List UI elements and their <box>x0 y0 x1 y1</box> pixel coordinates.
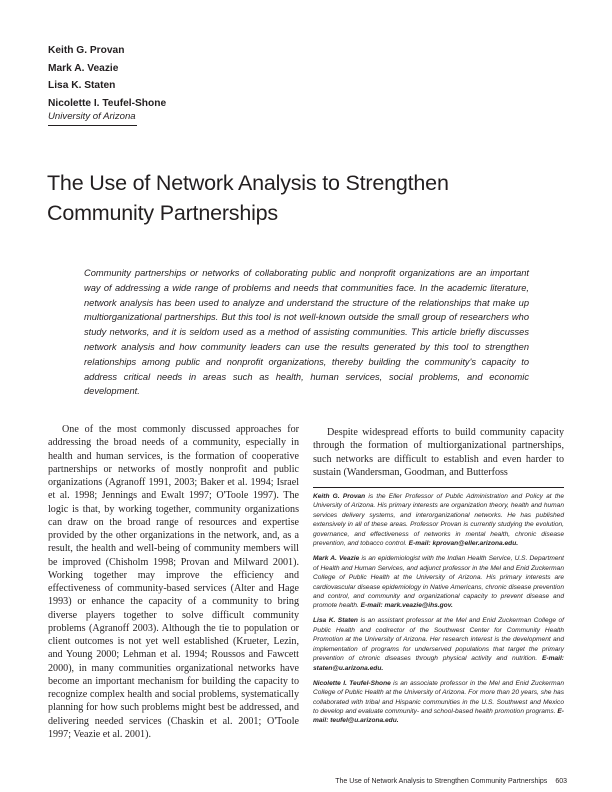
author-name: Nicolette I. Teufel-Shone <box>48 97 167 109</box>
note-text: is an epidemiologist with the Indian Health Service, U.S. Department of Health and Human Services, and adjunct professor in the Mel and Enid Zuckerman College of Public Health at the University of Arizona. His primary interests are cardiovascular disease epidemiology in Native Americans, chronic disease prevention and control, and community and organizational capacity to prevent disease and promote health. <box>313 555 564 610</box>
affiliation-rule <box>48 125 137 126</box>
body-column-right: Despite widespread efforts to build community capacity through the formation of multiorganizational partnerships, such networks are difficult to establish and even harder to sustain (Wandersman, Goodman, and Butterfoss <box>313 427 564 478</box>
note-text: is the Eller Professor of Public Administration and Policy at the University of Arizona. His primary interests are organization theory, health and human services delivery systems, and interorganizational networks. He has published extensively in all of these areas. Professor Provan is currently studying the evolution, governance, and effectiveness of networks in mental health, chronic disease prevention, and tobacco control. <box>313 493 564 548</box>
page-number: 603 <box>555 778 567 785</box>
note-text: is an assistant professor at the Mel and Enid Zuckerman College of Public Health and codirector of the Southwest Center for Community Health Promotion at the University of Arizona. Her research interest is the development and implementation of programs for underserved populations that target the primary prevention of chronic diseases through physical activity and nutrition. <box>313 617 564 663</box>
note-email[interactable]: E-mail: teufel@u.arizona.edu. <box>313 708 564 725</box>
note-text: is an associate professor in the Mel and Enid Zuckerman College of Public Health at the University of Arizona. For more than 20 years, she has collaborated with tribal and Hispanic communities in the U.S. Southwest and Mexico to develop and evaluate community- and school-based health promotion programs. <box>313 679 564 716</box>
note-email[interactable]: E-mail: mark.veazie@ihs.gov. <box>360 602 453 610</box>
abstract: Community partnerships or networks of collaborating public and nonprofit organizations are an important way of addressing a wide range of problems and needs that communities face. In the academic literature, network analysis has been used to analyze and understand the structure of the relationships that make up multiorganizational partnerships. But this tool is not well-known outside the small group of researchers who study networks, and it is seldom used as a method of assisting communities. This article briefly discusses network analysis and how community leaders can use the results generated by this tool to strengthen relationships among public and nonprofit organizations, thereby building the community's capacity to address critical needs in areas such as health, human services, social problems, and economic development. <box>84 268 529 397</box>
author-note <box>313 616 564 673</box>
note-author-name: Keith G. Provan <box>313 493 366 500</box>
footnote-rule <box>313 487 564 488</box>
author-notes <box>313 492 564 731</box>
note-author-name: Nicolette I. Teufel-Shone <box>313 679 391 687</box>
author-note <box>313 679 564 726</box>
running-title: The Use of Network Analysis to Strengthen Community Partnerships <box>335 778 548 785</box>
author-name: Lisa K. Staten <box>48 80 116 91</box>
article-title <box>47 168 487 228</box>
body-column-left: One of the most commonly discussed approaches for addressing the broad needs of a community, especially in health and human services, is the formation of cooperative partnerships or networks of mostly nonprofit and public organizations (Agranoff 1991, 2003; Baker et al. 1994; Israel et al. 1998; Jennings and Ewalt 1997; O'Toole 1997). The logic is that, by working together, community organizations can draw on the broad range of resources and expertise provided by the other organizations in the network, and, as a result, the health and well-being of community members will be improved (Chisholm 1998; Provan and Milward 2001). Working together may improve the efficiency and effectiveness of community-based services (Alter and Hage 1993) or enhance the capacity of a community to bring diverse players together to solve difficult community problems (Agranoff 2003). Although the tie to population or client outcomes is not yet well established (Krueter, Lezin, and Young 2000; Lehman et al. 1994; Roussos and Fawcett 2000), in many communities organizational networks have become an important mechanism for building the capacity to recognize complex health and social problems, systematically planning for how such problems might best be addressed, and delivering needed services (Chaskin et al. 2001; O'Toole 1997; Veazie et al. 2001). <box>48 424 299 740</box>
author-note <box>313 554 564 611</box>
author-list <box>48 42 166 112</box>
note-author-name: Mark A. Veazie <box>313 555 360 563</box>
affiliation: University of Arizona <box>48 111 136 122</box>
author-note <box>313 492 564 549</box>
title-line: Community Partnerships <box>47 201 278 225</box>
author-name: Mark A. Veazie <box>48 62 119 74</box>
author-name: Keith G. Provan <box>48 45 125 56</box>
note-email[interactable]: E-mail: staten@u.arizona.edu. <box>313 655 564 672</box>
note-author-name: Lisa K. Staten <box>313 617 358 625</box>
page-footer <box>322 778 567 785</box>
title-line: The Use of Network Analysis to Strengthen <box>47 171 449 195</box>
note-email[interactable]: E-mail: kprovan@eller.arizona.edu. <box>408 540 519 548</box>
